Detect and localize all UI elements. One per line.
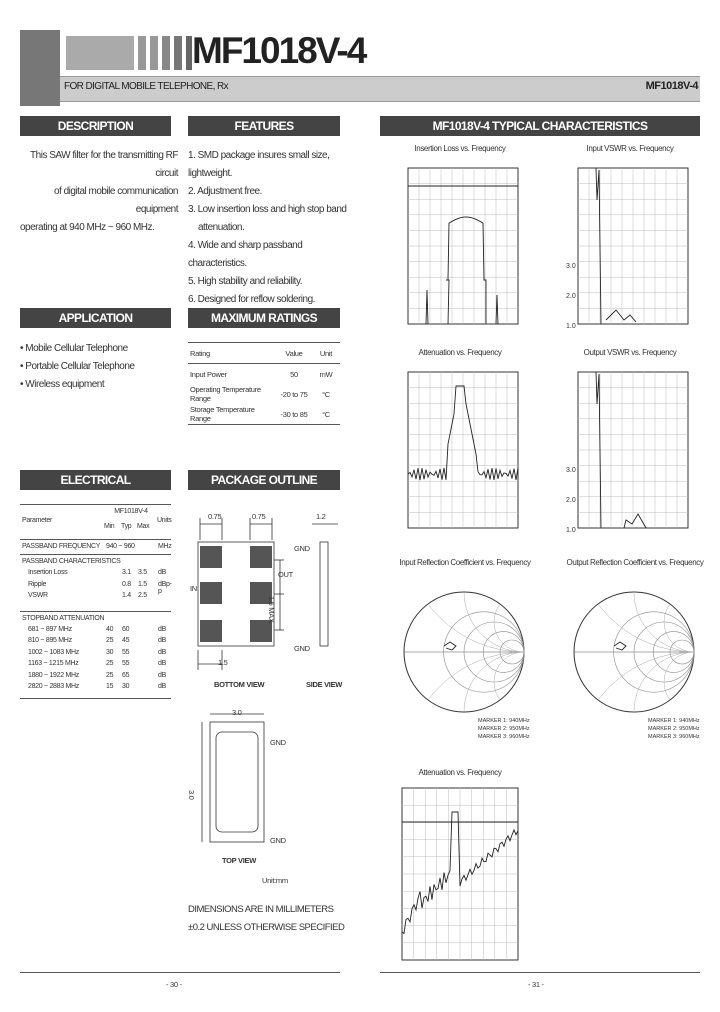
smith-reactance-arc [494, 652, 536, 712]
stopband-row-cell: 25 [106, 637, 114, 644]
stopband-row-cell: 45 [122, 637, 130, 644]
stopband-row [20, 682, 171, 694]
smith-reactance-arc [664, 592, 706, 652]
attenuation-chart-2 [386, 782, 524, 968]
chart4-title: Output VSWR vs. Frequency [583, 348, 677, 357]
reflection-trace [444, 642, 456, 650]
marker-label: MARKER 3: 960MHz [478, 734, 530, 740]
stopband-row-cell: 1002 ~ 1083 MHz [28, 648, 79, 656]
dim-075b: 0.75 [252, 512, 266, 521]
passband-row-cell: dB [158, 569, 166, 576]
smith-reactance-arc [494, 592, 536, 652]
vswr-trace [624, 514, 646, 528]
chart7-title: Attenuation vs. Frequency [418, 768, 502, 777]
smith-reactance-arc [404, 572, 536, 652]
stopband-row-cell: 55 [122, 660, 130, 667]
gnd-label-3: GND [270, 738, 286, 747]
dim-max: 1.5 MAX. [267, 596, 276, 625]
stopband-row [20, 636, 171, 648]
stopband-row-cell: 681 ~ 897 MHz [28, 625, 72, 633]
subtitle-right: MF1018V-4 [645, 80, 698, 92]
out-label: OUT [278, 570, 293, 579]
passband-row [20, 591, 171, 603]
features-heading: FEATURES [188, 116, 340, 136]
smith-reactance-arc [634, 652, 706, 756]
reflection-trace [614, 642, 626, 650]
passband-row-cell: Insertion Loss [28, 569, 68, 576]
passband-row-cell: 3.5 [138, 569, 147, 576]
dim-30w: 3.0 [232, 708, 242, 717]
passband-row-cell: 3.1 [122, 569, 131, 576]
tick-label: 3.0 [566, 263, 576, 270]
stopband-row-cell: 30 [106, 648, 114, 656]
passband-row-cell: 0.8 [122, 580, 131, 588]
marker-label: MARKER 3: 960MHz [648, 734, 700, 740]
dim-12: 1.2 [316, 512, 326, 521]
stopband-row-cell: 25 [106, 660, 114, 667]
output-vswr-chart [566, 364, 694, 534]
marker-label: MARKER 2: 950MHz [478, 726, 530, 732]
passband-row-cell: Ripple [28, 580, 47, 588]
input-vswr-chart [566, 160, 694, 330]
max-ratings-table: Rating Value Unit Input Power 50 mW Operating Temperature Range -20 to 75 °C Storage Temperature Range -30 to 85 °C [188, 342, 340, 425]
bottom-view-label: BOTTOM VIEW [214, 680, 265, 689]
gnd-label-1: GND [294, 544, 310, 553]
stopband-row-cell: 1163 ~ 1215 MHz [28, 660, 79, 667]
stopband-row [20, 648, 171, 660]
application-heading: APPLICATION [20, 308, 171, 328]
dim-075a: 0.75 [208, 512, 222, 521]
spur-trace [496, 295, 498, 324]
stopband-row-cell: 810 ~ 895 MHz [28, 637, 72, 644]
description-text: This SAW filter for the transmitting RF circuit of digital mobile communication equipment operating at 940 MHz ~ 960 MHz. [20, 150, 178, 233]
gnd-label-2: GND [294, 644, 310, 653]
in-label: IN [190, 584, 197, 593]
passband-row-cell: 2.5 [138, 592, 147, 599]
stopband-row-cell: 1880 ~ 1922 MHz [28, 671, 79, 679]
package-heading: PACKAGE OUTLINE DIMENSIONS [188, 470, 340, 490]
page-title: MF1018V-4 [192, 30, 366, 71]
dimension-note-2: ±0.2 UNLESS OTHERWISE SPECIFIED [188, 922, 345, 933]
stopband-row-cell: 30 [122, 683, 130, 690]
insertion-loss-chart [396, 160, 524, 330]
stopband-row-cell: 2820 ~ 2883 MHz [28, 683, 79, 690]
dim-15: 1.5 [218, 658, 228, 667]
dim-30h: 3.0 [187, 790, 196, 800]
chart1-title: Insertion Loss vs. Frequency [414, 144, 506, 153]
smith-reactance-arc [664, 652, 706, 712]
spur-trace [426, 290, 428, 324]
vswr-trace [606, 310, 636, 322]
dimension-note-1: DIMENSIONS ARE IN MILLIMETERS [188, 904, 334, 915]
max-ratings-heading: MAXIMUM RATINGS [188, 308, 340, 328]
passband-row-cell: 1.4 [122, 592, 131, 599]
stopband-row [20, 671, 171, 683]
stopband-row-cell: dB [158, 648, 166, 656]
chart3-title: Attenuation vs. Frequency [418, 348, 502, 357]
tick-label: 1.0 [566, 323, 576, 330]
side-view-label: SIDE VIEW [306, 680, 343, 689]
stopband-row-cell: dB [158, 660, 166, 667]
electrical-heading: ELECTRICAL PERFORMANCE [20, 470, 171, 490]
passband-row-cell: dBp-p [158, 580, 172, 595]
right-footer-line [380, 972, 700, 973]
left-page-number: - 30 - [166, 980, 182, 989]
marker-label: MARKER 2: 950MHz [648, 726, 700, 732]
gnd-label-4: GND [270, 836, 286, 845]
electrical-table: Parameter MF1018V-4 Min Typ Max Units PASSBAND FREQUENCY 940 ~ 960 MHz PASSBAND CHARACTERISTICS Insertion Loss 3.1 3.5 dB Ripple 0.8 1.5 dBp-p VSWR 1.4 2.5 STOPBAND ATTENUATION 681 ~ 897 MHz 40 60 dB 810 ~ 895 MHz 25 45 dB 1002 ~ 1083 MHz 30 55 dB 1163 ~ 1215 MHz 25 55 dB 1880 ~ 1922 MHz 25 65 dB 2820 ~ 2883 MHz 15 30 dB [20, 504, 171, 699]
characteristics-heading: MF1018V-4 TYPICAL CHARACTERISTICS [380, 116, 700, 136]
subtitle: FOR DIGITAL MOBILE TELEPHONE, Rx [64, 81, 228, 92]
smith-reactance-arc [404, 652, 536, 756]
tick-label: 3.0 [566, 467, 576, 474]
chart6-title: Output Reflection Coefficient vs. Frequency [566, 558, 704, 567]
smith-reactance-arc [574, 572, 706, 652]
header-bars [66, 36, 194, 70]
features-list: 1. SMD package insures small size, lightweight. 2. Adjustment free. 3. Low insertion loss and high stop band attenuation. 4. Wide and sharp passband characteristics. 5. High stability and reliability. 6. Designed for reflow soldering. [188, 150, 347, 305]
package-outline-drawing [188, 500, 348, 900]
marker-label: MARKER 1: 940MHz [478, 718, 530, 724]
stopband-row-cell: dB [158, 637, 166, 644]
stopband-row [20, 625, 171, 637]
smith-reactance-arc [574, 652, 706, 756]
output-reflection-smith-chart [570, 572, 706, 756]
smith-reactance-arc [464, 652, 536, 756]
attenuation-chart-1 [396, 364, 524, 534]
passband-row-cell: VSWR [28, 592, 48, 599]
marker-label: MARKER 1: 940MHz [648, 718, 700, 724]
unit-label: Unit:mm [262, 876, 288, 885]
chart2-title: Input VSWR vs. Frequency [586, 144, 674, 153]
stopband-row-cell: dB [158, 625, 166, 633]
stopband-row-cell: 15 [106, 683, 114, 690]
stopband-row-cell: dB [158, 683, 166, 690]
header-gray-block [20, 30, 60, 106]
stopband-row-cell: 25 [106, 671, 114, 679]
tick-label: 2.0 [566, 293, 576, 300]
input-reflection-smith-chart [400, 572, 536, 756]
passband-row [20, 580, 172, 595]
stopband-row-cell: 60 [122, 625, 130, 633]
left-footer-line [20, 972, 340, 973]
tick-label: 2.0 [566, 497, 576, 504]
passband-row-cell: 1.5 [138, 580, 147, 588]
stopband-row-cell: 55 [122, 648, 130, 656]
description-heading: DESCRIPTION [20, 116, 171, 136]
top-view-label: TOP VIEW [222, 856, 256, 865]
stopband-row-cell: 40 [106, 625, 114, 633]
right-page-number: - 31 - [528, 980, 544, 989]
application-list: • Mobile Cellular Telephone • Portable Cellular Telephone • Wireless equipment [20, 343, 135, 390]
passband-row [20, 568, 171, 580]
pad [200, 546, 222, 568]
stopband-row-cell: dB [158, 671, 166, 679]
stopband-row [20, 659, 171, 671]
chart5-title: Input Reflection Coefficient vs. Frequency [399, 558, 531, 567]
tick-label: 1.0 [566, 527, 576, 534]
stopband-row-cell: 65 [122, 671, 130, 679]
